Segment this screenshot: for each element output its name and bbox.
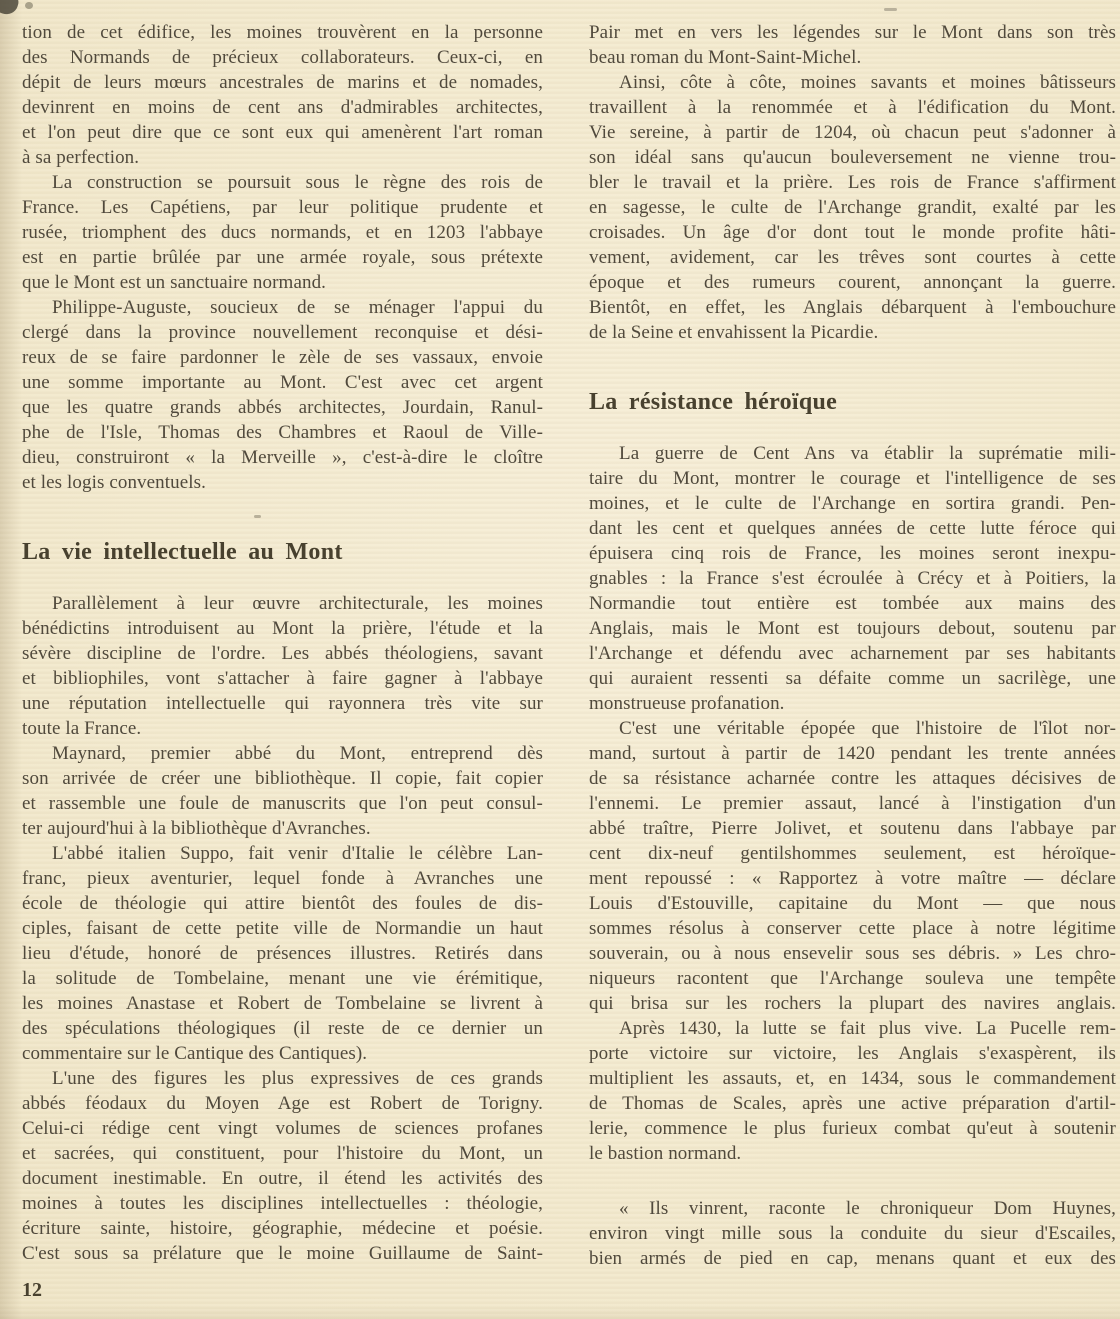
- text-line: Ainsi, côte à côte, moines savants et moines bâtisseurs: [619, 72, 1116, 93]
- text-line: épuisera cinq rois de France, les moines seront inexpu-: [589, 543, 1116, 564]
- paragraph: [589, 1016, 1116, 1166]
- text-line: Louis d'Estouville, capitaine du Mont — que nous: [589, 893, 1116, 914]
- text-line: tion de cet édifice, les moines trouvèrent en la personne: [22, 22, 543, 43]
- text-line: L'une des figures les plus expressives de ces grands: [52, 1068, 543, 1089]
- section-heading: La résistance héroïque: [589, 389, 838, 415]
- text-line: et sacrées, qui constituent, pour l'histoire du Mont, un: [22, 1143, 543, 1164]
- text-line: Parallèlement à leur œuvre architecturale, les moines: [52, 593, 543, 614]
- text-line: commentaire sur le Cantique des Cantiques).: [22, 1043, 368, 1064]
- section-heading: La vie intellectuelle au Mont: [22, 539, 343, 565]
- text-line: L'abbé italien Suppo, fait venir d'Italie le célèbre Lan-: [52, 843, 543, 864]
- text-line: qui auraient ressenti sa défaite comme un sacrilège, une: [589, 668, 1116, 689]
- text-line: vement, avidement, car les trêves sont courtes à cette: [589, 247, 1116, 268]
- text-line: ment repoussé : « Rapportez à votre maître — déclare: [589, 868, 1116, 889]
- paragraph: [22, 170, 543, 295]
- right-column: [589, 20, 1116, 1271]
- text-line: franc, pieux aventurier, lequel fonde à Avranches une: [22, 868, 543, 889]
- text-line: en sagesse, le culte de l'Archange grandit, exalté par les: [589, 197, 1116, 218]
- text-line: le bastion normand.: [589, 1143, 742, 1164]
- text-line: est en partie brûlée par une armée royale, sous prétexte: [22, 247, 543, 268]
- text-line: l'ennemi. Le premier assaut, lancé à l'instigation d'un: [589, 793, 1116, 814]
- text-line: rusée, triomphent des ducs normands, et en 1203 l'abbaye: [22, 222, 543, 243]
- paragraph: [589, 1196, 1116, 1271]
- text-line: devinrent en moins de cent ans d'admirables architectes,: [22, 97, 543, 118]
- text-line: et l'on peut dire que ce sont eux qui amenèrent l'art roman: [22, 122, 543, 143]
- text-line: sévère discipline de l'ordre. Les abbés théologiens, savant: [22, 643, 543, 664]
- text-line: niqueurs racontent que l'Archange souleva une tempête: [589, 968, 1116, 989]
- text-line: son arrivée de créer une bibliothèque. Il copie, fait copier: [22, 768, 543, 789]
- text-line: à sa perfection.: [22, 147, 140, 168]
- text-line: monstrueuse profanation.: [589, 693, 785, 714]
- text-line: la solitude de Tombelaine, menant une vie érémitique,: [22, 968, 543, 989]
- text-line: de la Seine et envahissent la Picardie.: [589, 322, 879, 343]
- text-line: une réputation intellectuelle qui rayonnera très vite sur: [22, 693, 543, 714]
- text-line: et les logis conventuels.: [22, 472, 207, 493]
- text-line: C'est sous sa prélature que le moine Guillaume de Saint-: [22, 1243, 543, 1264]
- text-line: France. Les Capétiens, par leur politique prudente et: [22, 197, 543, 218]
- paragraph: [589, 70, 1116, 345]
- text-line: dépit de leurs mœurs ancestrales de marins et de nomades,: [22, 72, 543, 93]
- paragraph: [22, 295, 543, 495]
- text-line: C'est une véritable épopée que l'histoire de l'îlot nor-: [619, 718, 1116, 739]
- text-line: mand, surtout à partir de 1420 pendant les trente années: [589, 743, 1116, 764]
- text-line: bler le travail et la prière. Les rois de France s'affirment: [589, 172, 1116, 193]
- text-line: document inestimable. En outre, il étend les activités des: [22, 1168, 543, 1189]
- text-line: clergé dans la province nouvellement reconquise et dési-: [22, 322, 543, 343]
- scan-speck: [884, 8, 897, 11]
- text-line: moines à toutes les disciplines intellectuelles : théologie,: [22, 1193, 543, 1214]
- text-line: porte victoire sur victoire, les Anglais s'exaspèrent, ils: [589, 1043, 1116, 1064]
- text-line: Anglais, mais le Mont est toujours debout, soutenu par: [589, 618, 1116, 639]
- text-line: l'Archange et défendu avec acharnement par ses habitants: [589, 643, 1116, 664]
- paragraph: [589, 441, 1116, 716]
- text-line: travaillent à la renommée et à l'édification du Mont.: [589, 97, 1116, 118]
- text-line: souverain, ou à nous ensevelir sous ses débris. » Les chro-: [589, 943, 1116, 964]
- paragraph: [22, 841, 543, 1066]
- text-line: et bibliophiles, vont s'attacher à faire gagner à l'abbaye: [22, 668, 543, 689]
- text-line: que les quatre grands abbés architectes, Jourdain, Ranul-: [22, 397, 543, 418]
- paragraph: [589, 20, 1116, 70]
- text-line: lieu d'étude, honoré de présences illustres. Retirés dans: [22, 943, 543, 964]
- text-line: dieu, construiront « la Merveille », c'est-à-dire le cloître: [22, 447, 543, 468]
- text-line: Bientôt, en effet, les Anglais débarquent à l'embouchure: [589, 297, 1116, 318]
- ink-smudge: [0, 0, 21, 17]
- text-line: écriture sainte, histoire, géographie, médecine et poésie.: [22, 1218, 543, 1239]
- text-line: La guerre de Cent Ans va établir la suprématie mili-: [619, 443, 1116, 464]
- left-column: [22, 20, 543, 1271]
- text-line: bien armés de pied en cap, menans quant et eux des: [589, 1248, 1116, 1269]
- text-line: dant les cent et quelques années de cette lutte féroce qui: [589, 518, 1116, 539]
- text-line: environ vingt mille sous la conduite du sieur d'Escailes,: [589, 1223, 1116, 1244]
- text-line: Celui-ci rédige cent vingt volumes de sciences profanes: [22, 1118, 543, 1139]
- text-line: Philippe-Auguste, soucieux de se ménager l'appui du: [52, 297, 543, 318]
- text-line: sommes résolus à conserver cette place à notre légitime: [589, 918, 1116, 939]
- text-line: époque et des rumeurs courent, annonçant la guerre.: [589, 272, 1116, 293]
- text-line: son idéal sans qu'aucun bouleversement ne vienne trou-: [589, 147, 1116, 168]
- paragraph: [22, 591, 543, 741]
- text-line: Après 1430, la lutte se fait plus vive. La Pucelle rem-: [619, 1018, 1116, 1039]
- text-line: des spéculations théologiques (il reste de ce dernier un: [22, 1018, 543, 1039]
- text-line: lerie, commence le plus furieux combat qu'eut à soutenir: [589, 1118, 1116, 1139]
- text-line: école de théologie qui attire bientôt des foules de dis-: [22, 893, 543, 914]
- text-line: une somme importante au Mont. C'est avec cet argent: [22, 372, 543, 393]
- text-line: abbé traître, Pierre Jolivet, et soutenu dans l'abbaye par: [589, 818, 1116, 839]
- text-line: abbés féodaux du Moyen Age est Robert de Torigny.: [22, 1093, 543, 1114]
- text-line: des Normands de précieux collaborateurs. Ceux-ci, en: [22, 47, 543, 68]
- text-line: cent dix-neuf gentilshommes seulement, est héroïque-: [589, 843, 1116, 864]
- page-number: 12: [22, 1279, 42, 1301]
- text-line: Normandie tout entière est tombée aux mains des: [589, 593, 1116, 614]
- text-line: Vie sereine, à partir de 1204, où chacun peut s'adonner à: [589, 122, 1116, 143]
- text-line: moines, et le culte de l'Archange en sortira grandi. Pen-: [589, 493, 1116, 514]
- text-line: de Thomas de Scales, après une active préparation d'artil-: [589, 1093, 1116, 1114]
- text-line: ciples, faisant de cette petite ville de Normandie un haut: [22, 918, 543, 939]
- text-line: qui brisa sur les rochers la plupart des navires anglais.: [589, 993, 1116, 1014]
- text-line: toute la France.: [22, 718, 142, 739]
- text-line: multiplient les assauts, et, en 1434, sous le commandement: [589, 1068, 1116, 1089]
- text-line: reux de se faire pardonner le zèle de ses vassaux, envoie: [22, 347, 543, 368]
- text-line: ter aujourd'hui à la bibliothèque d'Avranches.: [22, 818, 371, 839]
- text-line: et rassemble une foule de manuscrits que l'on peut consul-: [22, 793, 543, 814]
- paragraph: [589, 716, 1116, 1016]
- text-line: croisades. Un âge d'or dont tout le monde profite hâti-: [589, 222, 1116, 243]
- text-line: phe de l'Isle, Thomas des Chambres et Raoul de Ville-: [22, 422, 543, 443]
- text-line: les moines Anastase et Robert de Tombelaine se livrent à: [22, 993, 543, 1014]
- text-line: beau roman du Mont-Saint-Michel.: [589, 47, 862, 68]
- text-line: gnables : la France s'est écroulée à Crécy et à Poitiers, la: [589, 568, 1116, 589]
- text-line: La construction se poursuit sous le règne des rois de: [52, 172, 543, 193]
- text-line: de sa résistance acharnée contre les attaques décisives de: [589, 768, 1116, 789]
- text-line: « Ils vinrent, raconte le chroniqueur Dom Huynes,: [619, 1198, 1116, 1219]
- text-columns: [22, 20, 1116, 1271]
- text-line: que le Mont est un sanctuaire normand.: [22, 272, 327, 293]
- paragraph: [22, 20, 543, 170]
- text-line: taire du Mont, montrer le courage et l'intelligence de ses: [589, 468, 1116, 489]
- ink-speck: [25, 2, 33, 9]
- paragraph: [22, 741, 543, 841]
- text-line: bénédictins introduisent au Mont la prière, l'étude et la: [22, 618, 543, 639]
- text-line: Maynard, premier abbé du Mont, entreprend dès: [52, 743, 543, 764]
- text-line: Pair met en vers les légendes sur le Mont dans son très: [589, 22, 1116, 43]
- paragraph: [22, 1066, 543, 1266]
